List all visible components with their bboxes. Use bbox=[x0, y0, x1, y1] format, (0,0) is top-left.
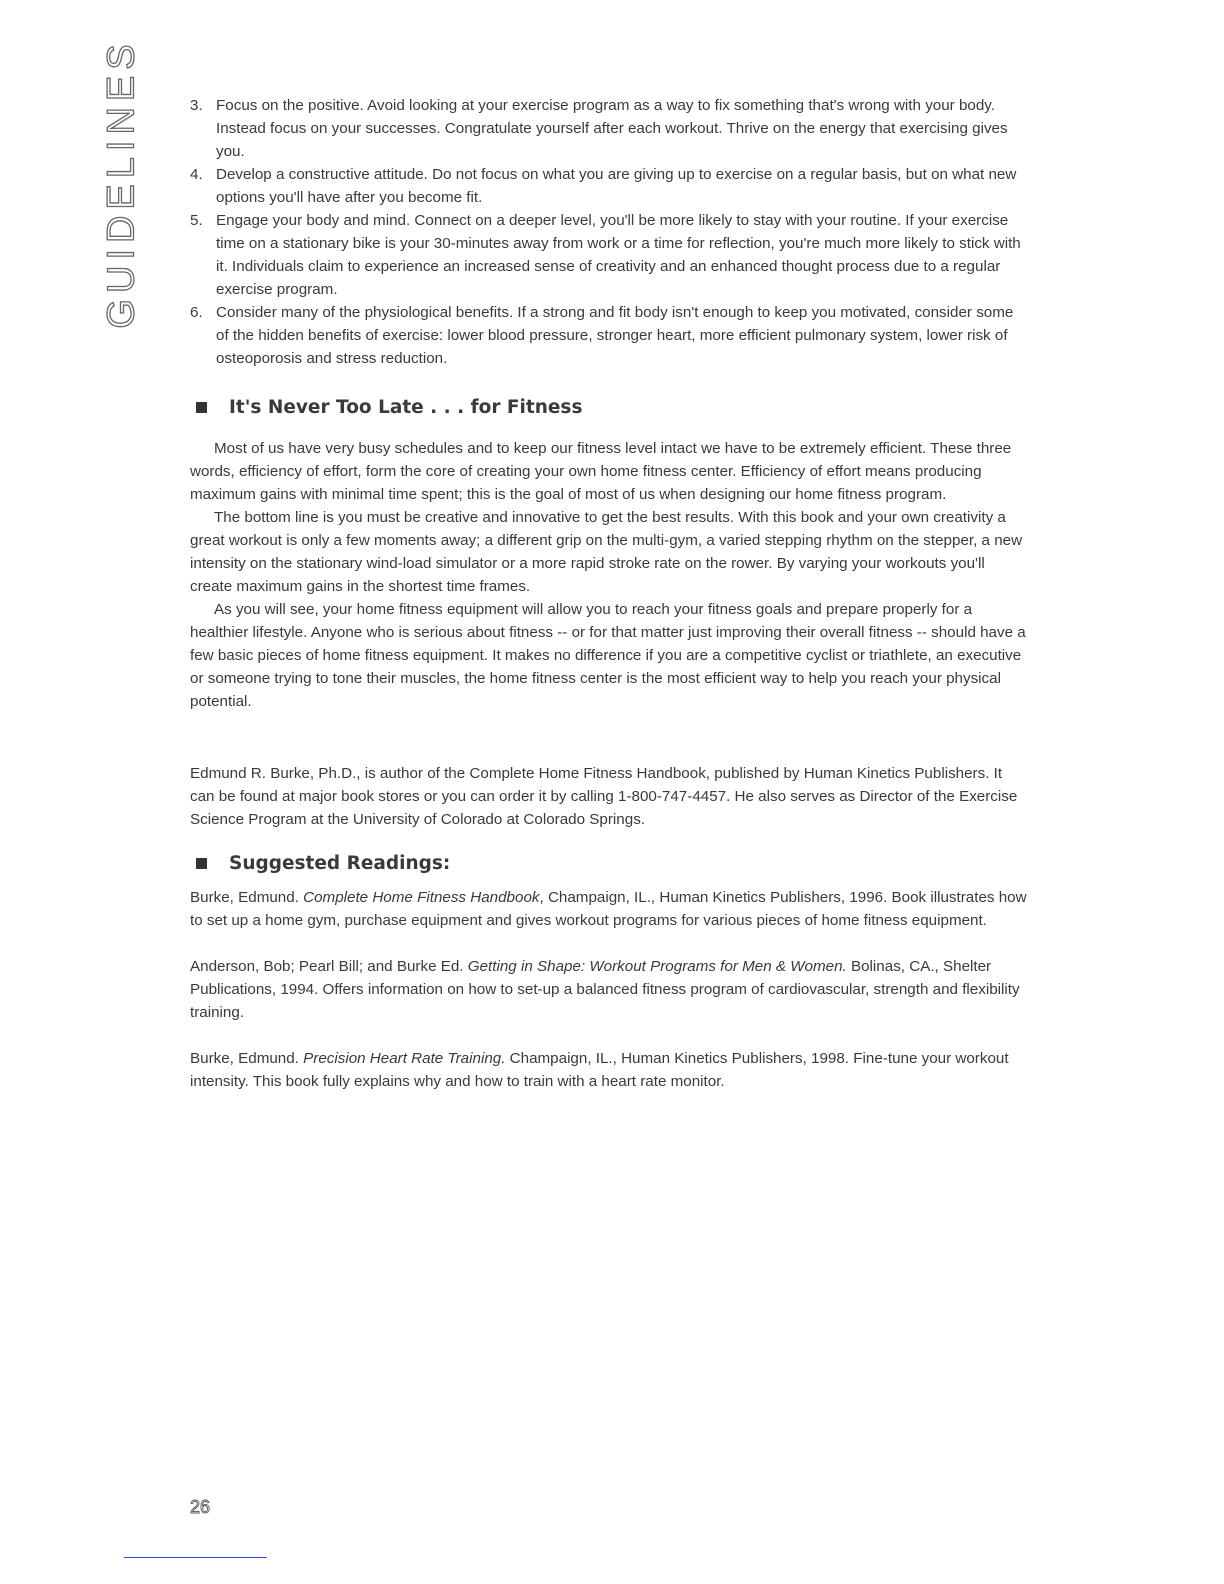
list-number: 5. bbox=[190, 212, 203, 229]
reference-entry bbox=[190, 955, 1030, 1024]
page-number: 26 bbox=[190, 1497, 211, 1517]
body-paragraph: As you will see, your home fitness equipment will allow you to reach your fitness goals and prepare properly for a healthier lifestyle. Anyone who is serious about fitness -- or for that matter just improving their overall fitness -- should have a few basic pieces of home fitness equipment. It makes no difference if you are a competitive cyclist or triathlete, an executive or someone trying to tone their muscles, the home fitness center is the most efficient way to help you reach your physical potential. bbox=[190, 601, 1026, 710]
guidelines-list bbox=[190, 94, 1030, 370]
reference-details: Champaign, IL., Human Kinetics Publishers, 1998. Fine-tune your workout intensity. This book fully explains why and how to train with a heart rate monitor. bbox=[190, 1050, 1009, 1090]
list-item bbox=[190, 163, 1030, 209]
readings-section-heading bbox=[190, 853, 1030, 874]
fitness-section-body bbox=[190, 437, 1030, 713]
reference-details: Bolinas, CA., Shelter Publications, 1994. Offers information on how to set-up a balanced fitness program of cardiovascular, strength and flexibility training. bbox=[190, 958, 1020, 1021]
reference-entry bbox=[190, 886, 1030, 932]
reference-title: Precision Heart Rate Training. bbox=[303, 1050, 506, 1067]
page-content bbox=[190, 94, 1030, 1093]
footer-rule bbox=[124, 1557, 267, 1558]
reference-title: Complete Home Fitness Handbook bbox=[303, 889, 540, 906]
list-number: 6. bbox=[190, 304, 203, 321]
author-bio: Edmund R. Burke, Ph.D., is author of the Complete Home Fitness Handbook, published by Human Kinetics Publishers. It can be found at major book stores or you can order it by calling 1-800-747-4457. He also serves as Director of the Exercise Science Program at the University of Colorado at Colorado Springs. bbox=[190, 765, 1018, 828]
fitness-heading-text: It's Never Too Late . . . for Fitness bbox=[229, 397, 583, 418]
reference-author: Anderson, Bob; Pearl Bill; and Burke Ed. bbox=[190, 958, 468, 975]
reference-entry bbox=[190, 1047, 1030, 1093]
list-text: Consider many of the physiological benefits. If a strong and fit body isn't enough to keep you motivated, consider some of the hidden benefits of exercise: lower blood pressure, stronger heart, more efficient pulmonary system, lower risk of osteoporosis and stress reduction. bbox=[216, 304, 1014, 367]
square-bullet-icon bbox=[196, 402, 207, 413]
list-text: Develop a constructive attitude. Do not focus on what you are giving up to exercise on a regular basis, but on what new options you'll have after you become fit. bbox=[216, 166, 1017, 206]
list-item bbox=[190, 209, 1030, 301]
section-side-tab bbox=[96, 37, 148, 329]
list-text: Engage your body and mind. Connect on a deeper level, you'll be more likely to stay with your routine. If your exercise time on a stationary bike is your 30-minutes away from work or a time for reflection, you're much more likely to stick with it. Individuals claim to experience an increased sense of creativity and an enhanced thought process due to a regular exercise program. bbox=[216, 212, 1021, 298]
body-paragraph: Most of us have very busy schedules and to keep our fitness level intact we have to be extremely efficient. These three words, efficiency of effort, form the core of creating your own home fitness center. Efficiency of effort means producing maximum gains with minimal time spent; this is the goal of most of us when designing our home fitness program. bbox=[190, 440, 1012, 503]
list-item bbox=[190, 301, 1030, 370]
list-item bbox=[190, 94, 1030, 163]
reference-title: Getting in Shape: Workout Programs for Men & Women. bbox=[467, 958, 847, 975]
readings-heading-text: Suggested Readings: bbox=[229, 853, 451, 874]
square-bullet-icon bbox=[196, 858, 207, 869]
list-number: 4. bbox=[190, 166, 203, 183]
list-number: 3. bbox=[190, 97, 203, 114]
list-text: Focus on the positive. Avoid looking at your exercise program as a way to fix something that's wrong with your body. Instead focus on your successes. Congratulate yourself after each workout. Thrive on the energy that exercising gives you. bbox=[216, 97, 1008, 160]
reference-details: , Champaign, IL., Human Kinetics Publishers, 1996. Book illustrates how to set up a home gym, purchase equipment and gives workout programs for various pieces of home fitness equipment. bbox=[190, 889, 1027, 929]
side-tab-label: GUIDELINES bbox=[100, 37, 143, 329]
body-paragraph: The bottom line is you must be creative and innovative to get the best results. With this book and your own creativity a great workout is only a few moments away; a different grip on the multi-gym, a varied stepping rhythm on the stepper, a new intensity on the stationary wind-load simulator or a more rapid stroke rate on the rower. By varying your workouts you'll create maximum gains in the shortest time frames. bbox=[190, 509, 1023, 595]
reference-author: Burke, Edmund. bbox=[190, 889, 304, 906]
fitness-section-heading bbox=[190, 397, 1030, 418]
reference-author: Burke, Edmund. bbox=[190, 1050, 304, 1067]
